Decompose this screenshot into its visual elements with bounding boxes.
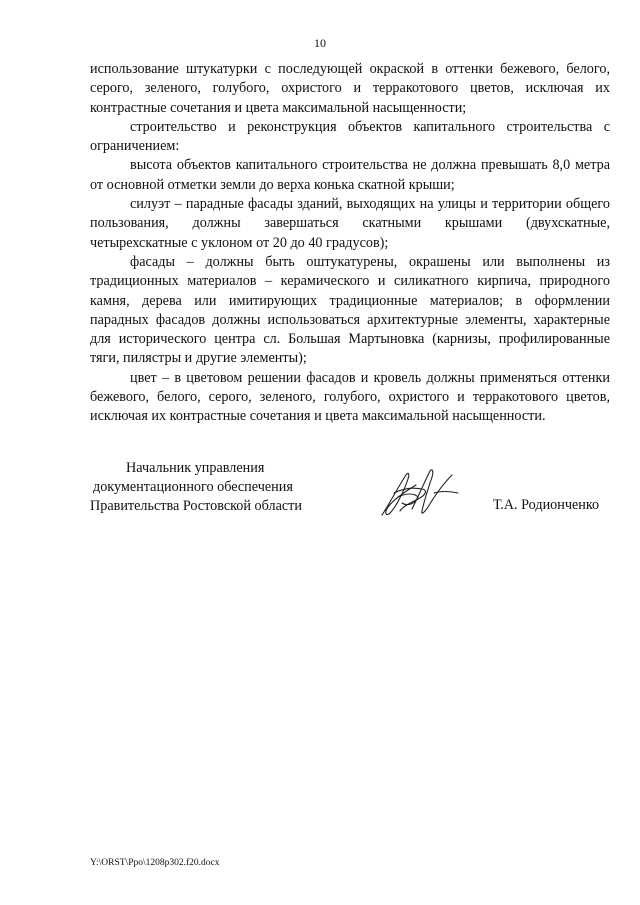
signatory-title-line-1: Начальник управления <box>126 460 265 476</box>
handwritten-signature <box>372 463 468 523</box>
signatory-name: Т.А. Родионченко <box>493 497 600 513</box>
file-path-footer: Y:\ORST\Ppo\1208p302.f20.docx <box>90 858 220 868</box>
signatory-title-line-3: Правительства Ростовской области <box>90 498 302 514</box>
paragraph-color: цвет – в цветовом решении фасадов и кровель должны применяться оттенки бежевого, белого, серого, зеленого, голубого, охристого и терракотового цветов, исключая их контрастные сочетания и цвета максимальной насыщенности. <box>90 369 610 425</box>
paragraph-facades: фасады – должны быть оштукатурены, окрашены или выполнены из традиционных материалов – керамического и силикатного кирпича, природного камня, дерева или имитирующих традиционные материалов; в оформлении парадных фасадов должны использоваться архитектурные элементы, характерные для исторического центра сл. Большая Мартыновка (карнизы, профилированные тяги, пилястры и другие элементы); <box>90 253 610 367</box>
paragraph-plaster-colors: использование штукатурки с последующей окраской в оттенки бежевого, белого, серого, зеленого, голубого, охристого и терракотового цветов, исключая их контрастные сочетания и цвета максимальной насыщенности; <box>90 61 610 116</box>
paragraph-building-height: высота объектов капитального строительства не должна превышать 8,0 метра от основной отметки земли до верха конька скатной крыши; <box>90 157 610 193</box>
paragraph-construction-restriction: строительство и реконструкция объектов капитального строительства с ограничением: <box>90 118 610 155</box>
signatory-title <box>90 459 302 516</box>
paragraph-silhouette: силуэт – парадные фасады зданий, выходящих на улицы и территории общего пользования, должны завершаться скатными крышами (двухскатные, четырехскатные с уклоном от 20 до 40 градусов); <box>90 196 610 251</box>
signatory-title-line-2: документационного обеспечения <box>93 479 293 495</box>
page-number: 10 <box>314 36 326 50</box>
document-body <box>90 60 610 427</box>
